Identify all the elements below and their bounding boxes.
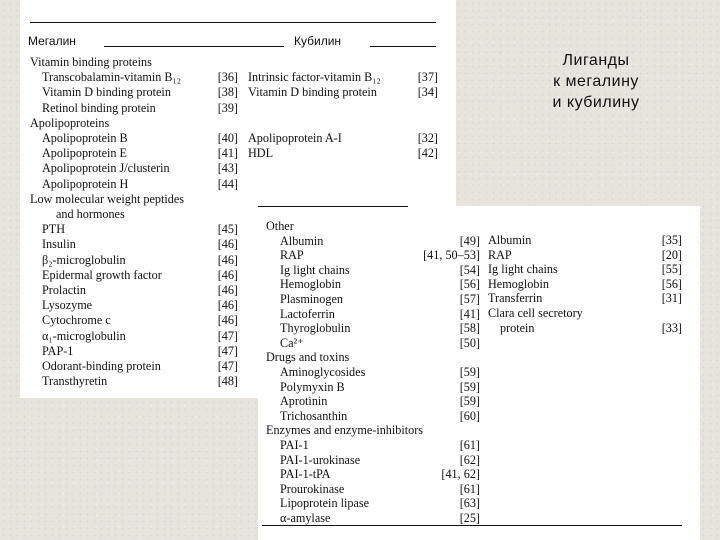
table-row-label: Retinol binding protein: [42, 100, 156, 115]
table-row-label: RAP: [280, 248, 304, 263]
table-row-label: Intrinsic factor-vitamin B₁₂: [248, 70, 381, 84]
table-row-label: Drugs and toxins: [266, 350, 350, 365]
table-row-label: β₂-microglobulin: [42, 252, 126, 267]
table-row-reference: [59]: [459, 394, 480, 409]
table-row-reference: [37]: [417, 70, 438, 84]
slide-title: [520, 50, 672, 113]
table-row-reference: [62]: [459, 452, 480, 467]
table-row-label: Ca²⁺: [280, 335, 304, 350]
table-row-label: Lactoferrin: [280, 306, 335, 321]
table-row-reference: [41]: [217, 146, 238, 161]
table-row-label: PAP-1: [42, 343, 74, 358]
table-row-reference: [40]: [217, 131, 238, 145]
table-row-label: Transthyretin: [42, 374, 108, 389]
table-row-reference: [47]: [217, 328, 238, 343]
table-row-label: Vitamin D binding protein: [248, 85, 377, 100]
table-row-reference: [46]: [217, 252, 238, 267]
table-row-label: PAI-1-tPA: [280, 467, 331, 482]
table-row-reference: [59]: [459, 365, 480, 379]
table-row-reference: [63]: [459, 496, 480, 511]
table-row-reference: [38]: [217, 85, 238, 100]
table-row-label: Trichosanthin: [280, 408, 348, 423]
table-row-label: Enzymes and enzyme-inhibitors: [266, 423, 424, 438]
table-row-reference: [44]: [217, 176, 238, 191]
table-row-reference: [43]: [217, 161, 238, 176]
table-row-reference: [48]: [217, 374, 238, 389]
table-row-reference: [35]: [661, 233, 682, 247]
table-bottom-top-rule: [258, 206, 408, 207]
table-bottom-end-rule: [262, 525, 682, 526]
table-row-label: Vitamin binding proteins: [30, 55, 152, 69]
slide-title-line-3: и кубилину: [552, 94, 640, 111]
table-row-label: PAI-1: [280, 438, 309, 452]
table-row-label: PAI-1-urokinase: [280, 452, 361, 467]
table-row-reference: [56]: [661, 276, 682, 291]
table-row-reference: [20]: [661, 247, 682, 262]
table-row-reference: [46]: [217, 237, 238, 252]
table-row-label: Prourokinase: [280, 481, 345, 496]
slide-title-line-2: к мегалину: [553, 73, 639, 90]
table-row-label: RAP: [488, 247, 512, 262]
table-row-label: and hormones: [56, 207, 125, 221]
table-row-label: Apolipoprotein H: [42, 176, 129, 191]
table-row-label: Clara cell secretory: [488, 306, 583, 320]
table-row-label: Apolipoprotein J/clusterin: [42, 161, 170, 176]
table-row-label: Odorant-binding protein: [42, 359, 161, 373]
table-row-reference: [33]: [661, 320, 682, 335]
table-row-reference: [45]: [217, 222, 238, 237]
table-row-label: Apolipoprotein A-I: [248, 131, 342, 145]
table-row-label: Apolipoproteins: [30, 115, 110, 130]
table-row-label: Apolipoprotein E: [42, 146, 127, 161]
table-row-label: Lysozyme: [42, 298, 93, 313]
table-row-label: Hemoglobin: [488, 276, 549, 291]
table-row-reference: [34]: [417, 85, 438, 100]
table-row-label: Thyroglobulin: [280, 321, 351, 336]
table-row-label: Other: [266, 219, 294, 233]
table-row-label: α-amylase: [280, 511, 331, 525]
table-row-label: Plasminogen: [280, 292, 343, 306]
table-row-reference: [61]: [459, 481, 480, 496]
table-row-label: Ig light chains: [488, 262, 558, 277]
table-row-label: Albumin: [488, 233, 532, 247]
table-row-label: Prolactin: [42, 283, 87, 297]
table-row-reference: [46]: [217, 298, 238, 313]
header-cubilin: Кубилин: [294, 34, 342, 48]
table-row-label: α₁-microglobulin: [42, 328, 126, 343]
table-row-reference: [56]: [459, 277, 480, 292]
table-row-reference: [50]: [459, 335, 480, 350]
table-row-label: Albumin: [280, 233, 324, 248]
table-row-reference: [61]: [459, 438, 480, 452]
slide-title-line-1: Лиганды: [562, 52, 630, 69]
table-top-rule: [30, 22, 436, 23]
table-row-reference: [39]: [217, 100, 238, 115]
table-row-label: Aprotinin: [280, 394, 328, 409]
table-row-label: Lipoprotein lipase: [280, 496, 370, 511]
table-row-label: PTH: [42, 222, 66, 237]
table-row-label: Transcobalamin-vitamin B₁₂: [42, 70, 182, 85]
table-row-reference: [57]: [459, 292, 480, 306]
header-megalin-rule: [104, 46, 284, 47]
table-row-reference: [36]: [217, 70, 238, 85]
table-row-reference: [46]: [217, 267, 238, 282]
table-row-label: Transferrin: [488, 291, 543, 306]
table-row-reference: [46]: [217, 313, 238, 328]
table-row-reference: [59]: [459, 379, 480, 394]
table-row-label: Cytochrome c: [42, 313, 111, 328]
table-row-reference: [49]: [459, 233, 480, 248]
table-row-reference: [42]: [417, 146, 438, 161]
table-row-label: Aminoglycosides: [280, 365, 366, 379]
table-row-reference: [47]: [217, 359, 238, 373]
table-row-reference: [32]: [417, 131, 438, 145]
table-row-label: Hemoglobin: [280, 277, 341, 292]
table-row-label: Vitamin D binding protein: [42, 85, 171, 100]
table-row-reference: [41, 50–53]: [423, 248, 480, 263]
table-row-label: Insulin: [42, 237, 76, 252]
table-row-label: Epidermal growth factor: [42, 267, 162, 282]
table-row-label: Polymyxin B: [280, 379, 345, 394]
header-megalin: Мегалин: [28, 34, 76, 48]
table-row-label: Apolipoprotein B: [42, 131, 128, 145]
megalin-cubilin-table-bottom: [258, 206, 700, 540]
header-cubilin-rule: [370, 46, 436, 47]
table-row-reference: [55]: [661, 262, 682, 277]
table-row-reference: [58]: [459, 321, 480, 336]
table-row-label: HDL: [248, 146, 274, 161]
table-row-reference: [47]: [217, 343, 238, 358]
table-row-reference: [41]: [459, 306, 480, 321]
table-row-label: protein: [500, 320, 535, 335]
table-row-reference: [31]: [661, 291, 682, 306]
table-row-reference: [60]: [459, 408, 480, 423]
table-row-reference: [46]: [217, 283, 238, 297]
table-row-label: Low molecular weight peptides: [30, 191, 184, 206]
table-row-reference: [41, 62]: [441, 467, 480, 482]
table-row-reference: [54]: [459, 262, 480, 277]
table-row-label: Ig light chains: [280, 262, 350, 277]
table-row-reference: [25]: [459, 511, 480, 525]
